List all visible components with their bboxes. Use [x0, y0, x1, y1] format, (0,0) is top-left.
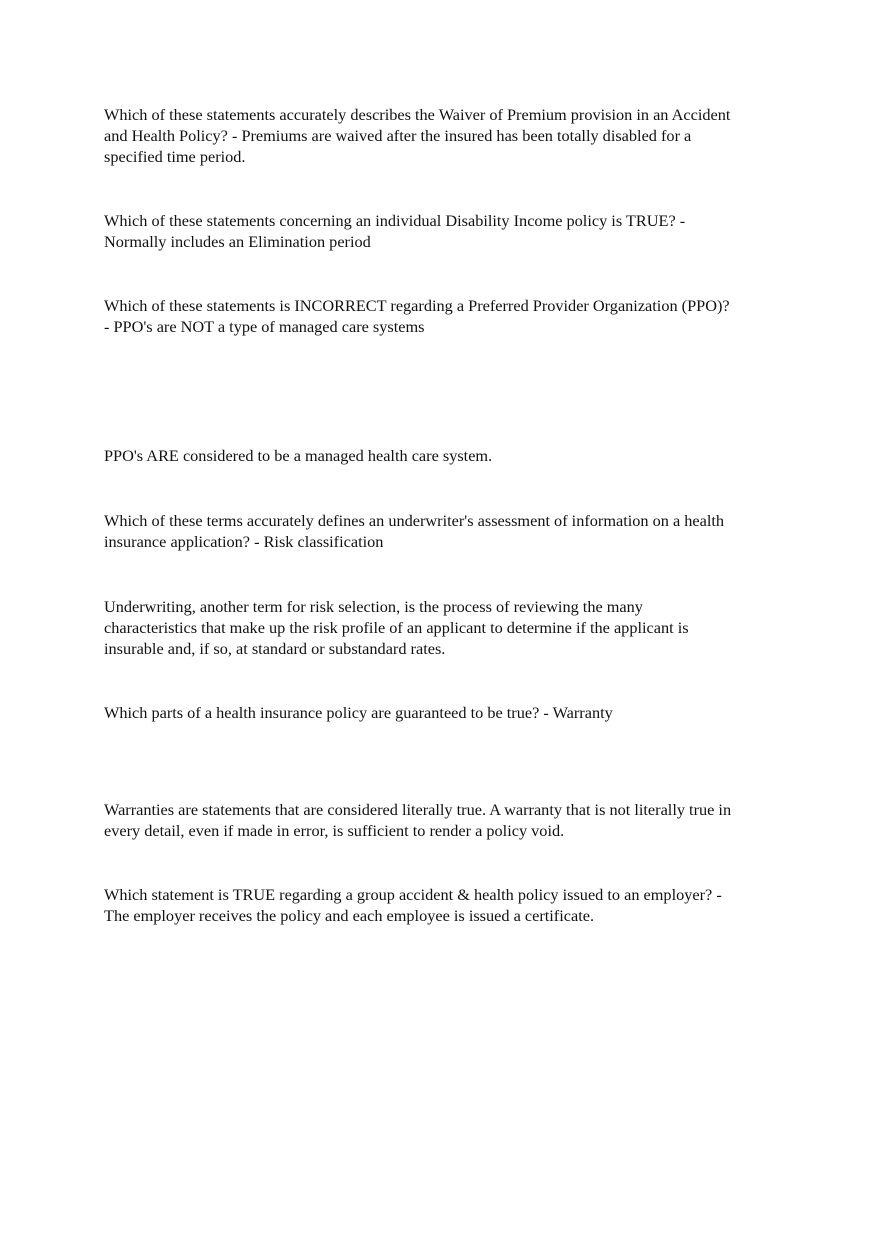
- qa-group-policy: [104, 884, 794, 926]
- text-line: Which of these terms accurately defines an underwriter's assessment of information on a health: [104, 511, 725, 530]
- text-line: insurable and, if so, at standard or substandard rates.: [104, 639, 446, 658]
- text-line: Normally includes an Elimination period: [104, 232, 371, 251]
- text-line: every detail, even if made in error, is sufficient to render a policy void.: [104, 821, 565, 840]
- text-line: Underwriting, another term for risk selection, is the process of reviewing the many: [104, 597, 643, 616]
- qa-risk-classification: [104, 510, 794, 552]
- explanation-ppo: [104, 445, 794, 466]
- qa-ppo-incorrect: [104, 295, 794, 337]
- text-line: and Health Policy? - Premiums are waived after the insured has been totally disabled for a: [104, 126, 692, 145]
- text-line: Which of these statements is INCORRECT regarding a Preferred Provider Organization (PPO)?: [104, 296, 730, 315]
- qa-waiver-of-premium: [104, 104, 794, 167]
- qa-disability-income: [104, 210, 794, 252]
- text-line: specified time period.: [104, 147, 246, 166]
- text-line: insurance application? - Risk classification: [104, 532, 384, 551]
- text-line: characteristics that make up the risk profile of an applicant to determine if the applicant is: [104, 618, 689, 637]
- text-line: Which of these statements concerning an individual Disability Income policy is TRUE? -: [104, 211, 686, 230]
- explanation-warranties: [104, 799, 794, 841]
- text-line: Which statement is TRUE regarding a group accident & health policy issued to an employer? -: [104, 885, 722, 904]
- text-line: The employer receives the policy and each employee is issued a certificate.: [104, 906, 595, 925]
- text-line: Warranties are statements that are considered literally true. A warranty that is not literally true in: [104, 800, 732, 819]
- text-line: Which parts of a health insurance policy are guaranteed to be true? - Warranty: [104, 703, 613, 722]
- qa-warranty: [104, 702, 794, 723]
- explanation-underwriting: [104, 596, 794, 659]
- text-line: PPO's ARE considered to be a managed health care system.: [104, 446, 493, 465]
- text-line: - PPO's are NOT a type of managed care systems: [104, 317, 425, 336]
- text-line: Which of these statements accurately describes the Waiver of Premium provision in an Accident: [104, 105, 731, 124]
